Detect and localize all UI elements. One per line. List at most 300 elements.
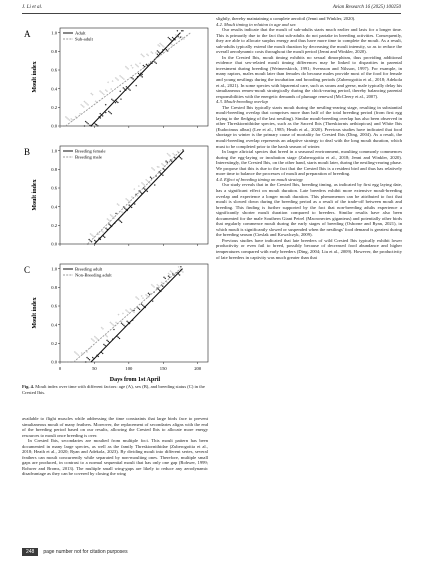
- running-head-journal: Avian Research 16 (2025) 100250: [332, 5, 401, 10]
- data-point: [148, 55, 149, 56]
- data-point: [110, 225, 111, 226]
- data-point: [131, 65, 132, 66]
- fit-line: [66, 30, 191, 126]
- data-point: [65, 116, 66, 117]
- fit-line: [94, 151, 183, 244]
- data-point: [138, 308, 139, 309]
- data-point: [152, 301, 153, 302]
- data-point: [165, 278, 166, 279]
- data-point: [153, 168, 154, 169]
- data-point: [119, 220, 120, 221]
- data-point: [85, 121, 86, 122]
- data-point: [151, 284, 152, 285]
- left-column-body: [22, 416, 208, 477]
- data-point: [112, 324, 113, 325]
- data-point: [94, 240, 95, 241]
- data-point: [111, 88, 112, 89]
- data-point: [166, 161, 167, 162]
- data-point: [180, 157, 181, 158]
- y-tick-label: 0.0: [51, 359, 57, 365]
- paragraph: In Crested Ibis, secondaries are moulted from multiple foci. This moult pattern has been documented in many large species, as well as the family Threskiornithidae (Zuberogoitia et al., 2018; Heath et al., 2020; Ryan and Adekola, 2023). By dividing moult into different series, several feathers can moult concurrently while separated by non-moulting ones. Therefore, multiple small gaps are produced, in contrast to a normal sequential moult that has only one gap (Rohwer, 1999; Rohwer and Broms, 2013). The multiple small wing-gaps are likely to reduce any aerodynamic disadvantage as they can be covered by closing the wing: [22, 438, 208, 477]
- data-point: [115, 102, 116, 103]
- data-point: [179, 38, 180, 39]
- data-point: [142, 55, 143, 56]
- data-point: [142, 298, 143, 299]
- data-point: [91, 93, 92, 94]
- data-point: [140, 75, 141, 76]
- paragraph: Our study reveals that in the Crested Ibis, breeding timing, as indicated by first egg laying date, has a significant effect on moult duration. Late breeders exhibit more extensive moult-breeding overlap and experience a longer moult duration. This phenomenon can be attributed to fact that moult is slowed down during the breeding period as a result of the trade-off between moult and breeding. This finding is further supported by the fact that non-breeding adults experience a significantly shorter moult duration compared to breeders. Similar results have also been documented for the male Southern Giant Petrel (Macronectes giganteus) and potentially other birds that regularly commence moult during the early stages of breeding (Osborne and Ryan, 2021), in which moult is significantly slowed or suspended when the nestlings' food demand is greatest during the breeding season (Cieslak and Kowalczyk, 2009).: [216, 182, 402, 238]
- data-point: [138, 299, 139, 300]
- data-point: [157, 50, 158, 51]
- data-point: [167, 153, 168, 154]
- data-point: [158, 52, 159, 53]
- data-point: [161, 282, 162, 283]
- data-point: [144, 189, 145, 190]
- legend-label: Sub-adult: [75, 36, 93, 42]
- data-point: [141, 182, 142, 183]
- data-point: [142, 76, 143, 77]
- data-point: [173, 153, 174, 154]
- data-point: [102, 93, 103, 94]
- data-point: [109, 112, 110, 113]
- data-point: [88, 104, 89, 105]
- data-point: [121, 222, 122, 223]
- data-point: [178, 266, 179, 267]
- data-point: [141, 304, 142, 305]
- header-rule: [22, 13, 401, 14]
- data-point: [95, 337, 96, 338]
- data-point: [162, 175, 163, 176]
- y-axis-label: Moult index: [32, 179, 38, 211]
- data-point: [92, 339, 93, 340]
- data-point: [69, 120, 70, 121]
- paragraph: Previous studies have indicated that late breeders of wild Crested Ibis typically exhibit lower productivity or even fail to breed, possibly because of decreased food abundance and higher temperatures compared with early breeders (Ding, 2004; Liu et al., 2009). However, the productivity of late breeders in captivity was much greater than that: [216, 237, 402, 260]
- data-point: [117, 204, 118, 205]
- data-point: [182, 271, 183, 272]
- data-point: [182, 149, 183, 150]
- data-point: [125, 66, 126, 67]
- data-point: [121, 76, 122, 77]
- data-point: [133, 78, 134, 79]
- data-point: [121, 211, 122, 212]
- data-point: [118, 337, 119, 338]
- data-point: [169, 274, 170, 275]
- data-point: [158, 44, 159, 45]
- data-point: [88, 358, 89, 359]
- y-tick-label: 0.2: [51, 104, 57, 110]
- data-point: [128, 68, 129, 69]
- data-point: [120, 91, 121, 92]
- data-point: [103, 344, 104, 345]
- data-point: [168, 273, 169, 274]
- data-point: [169, 155, 170, 156]
- data-point: [151, 167, 152, 168]
- paragraph: In larger altricial species that breed in a seasonal environment, moulting commonly commences during the egg-laying or incubation stage (Zuberogoitia et al., 2018; Jenni and Winkler, 2020). Interestingly, the Crested Ibis, on the other hand, starts moult later, during the nestling-rearing phase. We propose that this is due to the fact that the Crested Ibis is a resident bird and thus has relatively more time to balance the processes of moult and preparation of breeding.: [216, 149, 402, 177]
- data-point: [143, 306, 144, 307]
- y-tick-label: 0.4: [51, 86, 57, 92]
- data-point: [172, 45, 173, 46]
- caption-text: Moult index over time with different factors: age (A), sex (B), and breeding status (C) in the Crested Ibis.: [22, 384, 205, 395]
- data-point: [85, 361, 86, 362]
- data-point: [124, 208, 125, 209]
- data-point: [108, 220, 109, 221]
- data-point: [174, 154, 175, 155]
- data-point: [92, 236, 93, 237]
- data-point: [141, 54, 142, 55]
- data-point: [88, 123, 89, 124]
- data-point: [122, 313, 123, 314]
- data-point: [110, 214, 111, 215]
- data-point: [94, 336, 95, 337]
- figure-4: [22, 18, 212, 390]
- y-tick-label: 0.6: [51, 303, 57, 309]
- data-point: [118, 80, 119, 81]
- data-point: [116, 78, 117, 79]
- y-tick-label: 0.6: [51, 67, 57, 73]
- data-point: [133, 310, 134, 311]
- data-point: [155, 52, 156, 53]
- data-point: [111, 99, 112, 100]
- data-point: [177, 151, 178, 152]
- data-point: [160, 173, 161, 174]
- data-point: [147, 295, 148, 296]
- data-point: [107, 336, 108, 337]
- data-point: [143, 183, 144, 184]
- data-point: [109, 224, 110, 225]
- x-tick-label: 150: [159, 366, 167, 371]
- data-point: [107, 340, 108, 341]
- y-tick-label: 0.8: [51, 284, 57, 290]
- paragraph: In the Crested Ibis, moult timing exhibits no sexual dimorphism, thus providing additional evidence that sex-related moult timing differences may be linked to disparities in parental investment during breeding (Weimerskirch, 1991; Svensson and Nilsson, 1997). For example, in many raptors, males moult later than females do because males provide most of the food for female and young nestlings during the incubation and brooding periods (Zuberogoitia et al., 2018; Adekola et al., 2021). In some species with biparental care, such as swans and geese, male typically delay his simultaneous remex-moult strategically during the chick-rearing period, thereby balancing parental responsibilities with the energetic demands of plumage renewal (McCleery et al., 2007).: [216, 54, 402, 99]
- y-axis-label: Moult index: [32, 297, 38, 329]
- x-tick-label: 200: [194, 366, 202, 371]
- data-point: [181, 30, 182, 31]
- data-point: [92, 94, 93, 95]
- data-point: [134, 312, 135, 313]
- data-point: [152, 285, 153, 286]
- data-point: [85, 102, 86, 103]
- paragraph: available to flight muscles while addressing the time constraints that large birds face to prevent simultaneous moult of many feathers. Moreover, the replacement of secondaries aligns with the end of the breeding period based on our results, allowing the Crested Ibis to allocate more energy resources to moult once breeding is over.: [22, 416, 208, 438]
- y-tick-label: 0.4: [51, 204, 57, 210]
- data-point: [147, 191, 148, 192]
- data-point: [131, 207, 132, 208]
- data-point: [147, 180, 148, 181]
- data-point: [137, 195, 138, 196]
- plot-frame: [60, 28, 208, 126]
- panel-letter: B: [24, 147, 31, 157]
- x-tick-label: 50: [92, 366, 97, 371]
- data-point: [102, 232, 103, 233]
- data-point: [87, 351, 88, 352]
- x-axis-label: Days from 1st April: [109, 377, 161, 383]
- data-point: [77, 354, 78, 355]
- data-point: [90, 233, 91, 234]
- data-point: [113, 100, 114, 101]
- legend-label: Breeding adult: [75, 266, 103, 272]
- data-point: [138, 73, 139, 74]
- data-point: [175, 34, 176, 35]
- data-point: [151, 52, 152, 53]
- page-footer: [22, 547, 128, 557]
- panel-B: [24, 146, 208, 247]
- data-point: [108, 82, 109, 83]
- data-point: [108, 111, 109, 112]
- data-point: [140, 63, 141, 64]
- data-point: [82, 105, 83, 106]
- data-point: [94, 341, 95, 342]
- data-point: [127, 199, 128, 200]
- data-point: [116, 101, 117, 102]
- data-point: [161, 163, 162, 164]
- data-point: [158, 167, 159, 168]
- data-point: [87, 357, 88, 358]
- data-point: [154, 286, 155, 287]
- y-tick-label: 0.2: [51, 340, 57, 346]
- y-tick-label: 0.0: [51, 241, 57, 247]
- data-point: [71, 118, 72, 119]
- data-point: [91, 338, 92, 339]
- data-point: [146, 64, 147, 65]
- data-point: [171, 272, 172, 273]
- data-point: [100, 91, 101, 92]
- data-point: [154, 62, 155, 63]
- data-point: [122, 324, 123, 325]
- data-point: [148, 293, 149, 294]
- data-point: [105, 335, 106, 336]
- data-point: [151, 178, 152, 179]
- y-tick-label: 1.0: [51, 30, 57, 36]
- data-point: [101, 92, 102, 93]
- data-point: [86, 122, 87, 123]
- data-point: [182, 37, 183, 38]
- data-point: [156, 63, 157, 64]
- y-tick-label: 1.0: [51, 148, 57, 154]
- data-point: [95, 124, 96, 125]
- data-point: [84, 101, 85, 102]
- y-tick-label: 1.0: [51, 266, 57, 272]
- data-point: [117, 102, 118, 103]
- data-point: [134, 204, 135, 205]
- data-point: [130, 90, 131, 91]
- data-point: [83, 106, 84, 107]
- data-point: [126, 198, 127, 199]
- paragraph: The Crested Ibis typically starts moult during the nestling-rearing stage, resulting in substantial moult-breeding overlap that comprises more than half of the total breeding period (from first egg laying to the fledging of the last nestling). Similar moult-breeding overlap has also been observed in other Threskiornithidae species, such as the Sacred Ibis (Threskiornis aethiopicus) and White Ibis (Eudocimus albus) (Lee et al., 1985; Heath et al., 2020). Previous studies have indicated that food shortage in winter is the primary cause of mortality for Crested Ibis (Ding, 2004). As a result, the moult-breeding overlap represents an adaptive strategy to deal with the long moult duration, which must to be completed prior to the harsh season of winter.: [216, 104, 402, 149]
- data-point: [154, 184, 155, 185]
- data-point: [182, 30, 183, 31]
- data-point: [128, 88, 129, 89]
- data-point: [152, 53, 153, 54]
- data-point: [163, 46, 164, 47]
- data-point: [177, 30, 178, 31]
- section-heading-4-2: 4.2. Moult timing in relation to age and sex: [216, 21, 296, 27]
- data-point: [98, 356, 99, 357]
- data-point: [174, 157, 175, 158]
- data-point: [105, 345, 106, 346]
- data-point: [115, 322, 116, 323]
- data-point: [180, 266, 181, 267]
- x-tick-label: 0: [58, 366, 62, 371]
- caption-label: Fig. 4.: [22, 384, 35, 389]
- data-point: [135, 64, 136, 65]
- panel-A: [24, 28, 208, 129]
- data-point: [125, 209, 126, 210]
- data-point: [143, 65, 144, 66]
- data-point: [154, 170, 155, 171]
- data-point: [86, 103, 87, 104]
- data-point: [112, 81, 113, 82]
- data-point: [146, 54, 147, 55]
- data-point: [128, 312, 129, 313]
- data-point: [159, 46, 160, 47]
- data-point: [132, 67, 133, 68]
- data-point: [127, 311, 128, 312]
- data-point: [78, 355, 79, 356]
- data-point: [131, 196, 132, 197]
- data-point: [89, 239, 90, 240]
- legend-label: Adult: [75, 30, 86, 36]
- data-point: [90, 347, 91, 348]
- data-point: [162, 45, 163, 46]
- data-point: [107, 218, 108, 219]
- data-point: [92, 357, 93, 358]
- fit-line: [74, 266, 181, 362]
- figure-caption: [22, 384, 208, 395]
- data-point: [105, 104, 106, 105]
- paragraph: Our results indicate that the moult of sub-adults starts much earlier and lasts for a longer time. This is primarily due to the fact that sub-adults do not partake in breeding activities. Consequently, they are able to allocate surplus energy and thus have more time to complete the moult. As a result, sub-adults typically extend the moult duration by decreasing the moult intensity, so as to reduce the overall aerodynamic costs throughout the moult period (Jenni and Winkler, 2020).: [216, 27, 402, 55]
- data-point: [134, 189, 135, 190]
- y-tick-label: 0.2: [51, 222, 57, 228]
- data-point: [100, 113, 101, 114]
- data-point: [102, 328, 103, 329]
- fit-line: [91, 269, 183, 362]
- data-point: [139, 309, 140, 310]
- data-point: [131, 77, 132, 78]
- data-point: [95, 101, 96, 102]
- data-point: [142, 74, 143, 75]
- panel-letter: C: [24, 265, 31, 275]
- data-point: [183, 38, 184, 39]
- data-point: [181, 158, 182, 159]
- data-point: [160, 43, 161, 44]
- data-point: [106, 91, 107, 92]
- data-point: [138, 66, 139, 67]
- data-point: [115, 77, 116, 78]
- data-point: [158, 285, 159, 286]
- x-tick-label: 100: [125, 366, 133, 371]
- data-point: [162, 286, 163, 287]
- data-point: [111, 323, 112, 324]
- data-point: [129, 205, 130, 206]
- data-point: [105, 112, 106, 113]
- y-tick-label: 0.6: [51, 185, 57, 191]
- data-point: [172, 37, 173, 38]
- data-point: [168, 276, 169, 277]
- data-point: [157, 288, 158, 289]
- data-point: [123, 87, 124, 88]
- data-point: [118, 314, 119, 315]
- data-point: [170, 39, 171, 40]
- data-point: [163, 164, 164, 165]
- data-point: [118, 205, 119, 206]
- legend-label: Breeding female: [75, 148, 106, 154]
- data-point: [171, 161, 172, 162]
- data-point: [91, 241, 92, 242]
- data-point: [108, 341, 109, 342]
- data-point: [81, 104, 82, 105]
- data-point: [157, 284, 158, 285]
- data-point: [79, 113, 80, 114]
- data-point: [123, 79, 124, 80]
- data-point: [170, 159, 171, 160]
- data-point: [122, 77, 123, 78]
- data-point: [137, 298, 138, 299]
- y-tick-label: 0.8: [51, 48, 57, 54]
- panel-letter: A: [24, 29, 31, 39]
- data-point: [74, 351, 75, 352]
- data-point: [81, 352, 82, 353]
- data-point: [142, 305, 143, 306]
- data-point: [124, 88, 125, 89]
- y-tick-label: 0.8: [51, 166, 57, 172]
- data-point: [111, 215, 112, 216]
- data-point: [136, 85, 137, 86]
- page-number: 248: [22, 548, 38, 556]
- legend-label: Non-Breeding adult: [75, 272, 112, 278]
- data-point: [179, 274, 180, 275]
- data-point: [121, 323, 122, 324]
- data-point: [170, 271, 171, 272]
- data-point: [136, 65, 137, 66]
- data-point: [66, 117, 67, 118]
- legend-label: Breeding male: [75, 154, 102, 160]
- data-point: [84, 125, 85, 126]
- data-point: [120, 99, 121, 100]
- data-point: [168, 154, 169, 155]
- y-tick-label: 0.4: [51, 322, 57, 328]
- data-point: [91, 234, 92, 235]
- data-point: [125, 310, 126, 311]
- data-point: [97, 338, 98, 339]
- data-point: [128, 201, 129, 202]
- data-point: [102, 115, 103, 116]
- section-heading-4-3: 4.3. Moult-breeding overlap: [216, 99, 268, 105]
- data-point: [126, 86, 127, 87]
- y-axis-label: Moult index: [32, 61, 38, 93]
- data-point: [167, 282, 168, 283]
- data-point: [115, 213, 116, 214]
- data-point: [111, 113, 112, 114]
- data-point: [138, 186, 139, 187]
- fit-line: [91, 33, 180, 126]
- data-point: [171, 44, 172, 45]
- data-point: [146, 179, 147, 180]
- plot-frame: [60, 146, 208, 244]
- fit-line: [88, 151, 181, 244]
- data-point: [113, 329, 114, 330]
- section-heading-4-4: 4.4. Effect of breeding timing on moult strategy: [216, 176, 303, 182]
- data-point: [141, 295, 142, 296]
- data-point: [127, 321, 128, 322]
- right-column-body: [216, 16, 402, 260]
- data-point: [105, 90, 106, 91]
- data-point: [119, 338, 120, 339]
- data-point: [72, 119, 73, 120]
- data-point: [97, 125, 98, 126]
- data-point: [145, 294, 146, 295]
- data-point: [75, 352, 76, 353]
- data-point: [102, 353, 103, 354]
- data-point: [157, 166, 158, 167]
